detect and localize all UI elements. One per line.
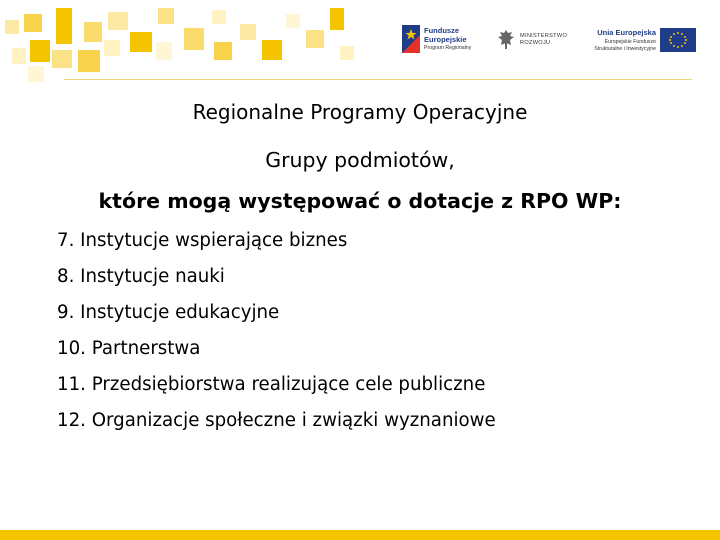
list-item: 11. Przedsiębiorstwa realizujące cele publiczne — [57, 374, 486, 395]
eu-logo-line2: Europejskie Fundusze — [604, 39, 656, 45]
ministry-line1: MINISTERSTWO — [520, 33, 568, 39]
eu-logo-line3: Strukturalne i Inwestycyjne — [594, 46, 656, 52]
eu-flag-icon — [660, 28, 696, 52]
eu-logo — [584, 22, 696, 56]
list-item: 9. Instytucje edukacyjne — [57, 302, 280, 323]
list-item: 7. Instytucje wspierające biznes — [57, 230, 348, 251]
eagle-emblem-icon — [496, 28, 516, 50]
fe-logo-icon — [402, 25, 420, 53]
ministry-logo — [496, 22, 576, 56]
ministry-line2: ROZWOJU — [520, 40, 551, 46]
subtitle-line2: które mogą występować o dotacje z RPO WP: — [98, 189, 622, 213]
eu-logo-line1: Unia Europejska — [597, 28, 656, 37]
subtitle-line1: Grupy podmiotów, — [265, 148, 455, 172]
fe-logo — [402, 22, 492, 56]
list-item: 12. Organizacje społeczne i związki wyznaniowe — [57, 410, 496, 431]
page-title: Regionalne Programy Operacyjne — [192, 100, 528, 124]
entity-group-list — [57, 228, 496, 444]
list-item: 10. Partnerstwa — [57, 338, 201, 359]
fe-logo-line2: Europejskie — [424, 35, 467, 44]
list-item: 8. Instytucje nauki — [57, 266, 225, 287]
fe-logo-line1: Fundusze — [424, 26, 459, 35]
header-divider — [64, 79, 692, 80]
decorative-squares — [0, 0, 360, 100]
footer-accent-bar — [0, 530, 720, 540]
fe-logo-line3: Program Regionalny — [424, 45, 472, 51]
